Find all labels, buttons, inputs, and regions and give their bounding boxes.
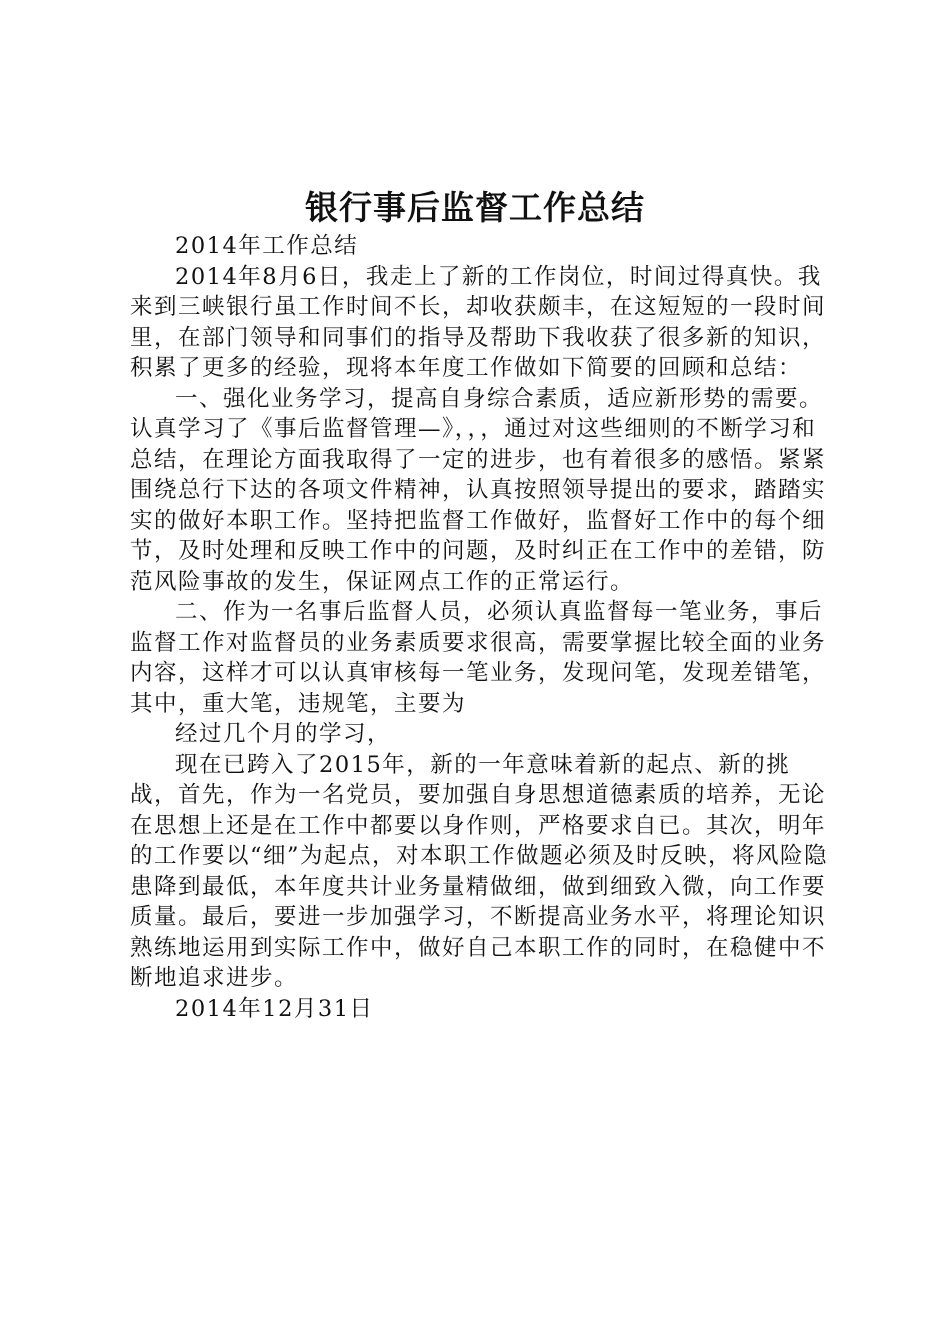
paragraph-section-two: 二、作为一名事后监督人员，必须认真监督每一笔业务，事后监督工作对监督员的业务素质要求很高，需要掌握比较全面的业务内容，这样才可以认真审核每一笔业务，发现问笔，发现差错笔，其中，重大笔，违规笔，主要为 <box>130 599 827 717</box>
document-title: 银行事后监督工作总结 <box>305 188 645 227</box>
paragraph-outlook: 现在已跨入了2015年，新的一年意味着新的起点、新的挑战，首先，作为一名党员，要加强自身思想道德素质的培养，无论在思想上还是在工作中都要以身作则，严格要求自已。其次，明年的工作要以“细”为起点，对本职工作做题必须及时反映，将风险隐患降到最低，本年度共计业务量精做细，做到细致入微，向工作要质量。最后，要进一步加强学习，不断提高业务水平，将理论知识熟练地运用到实际工作中，做好自己本职工作的同时，在稳健中不断地追求进步。 <box>130 751 829 991</box>
paragraph-intro: 2014年8月6日，我走上了新的工作岗位，时间过得真快。我来到三峡银行虽工作时间不长，却收获颇丰，在这短短的一段时间里，在部门领导和同事们的指导及帮助下我收获了很多新的知识，积累了更多的经验，现将本年度工作做如下简要的回顾和总结： <box>130 263 827 381</box>
paragraph-learning: 经过几个月的学习， <box>175 721 392 747</box>
paragraph-heading-year-summary: 2014年工作总结 <box>175 233 359 259</box>
paragraph-section-one: 一、强化业务学习，提高自身综合素质，适应新形势的需要。认真学习了《事后监督管理—》，，，通过对这些细则的不断学习和总结，在理论方面我取得了一定的进步，也有着很多的感悟。紧紧围绕总行下达的各项文件精神，认真按照领导提出的要求，踏踏实实的做好本职工作。坚持把监督工作做好，监督好工作中的每个细节，及时处理和反映工作中的问题，及时纠正在工作中的差错，防范风险事故的发生，保证网点工作的正常运行。 <box>130 385 827 595</box>
document-body <box>130 231 835 1024</box>
paragraph-date: 2014年12月31日 <box>175 995 374 1022</box>
